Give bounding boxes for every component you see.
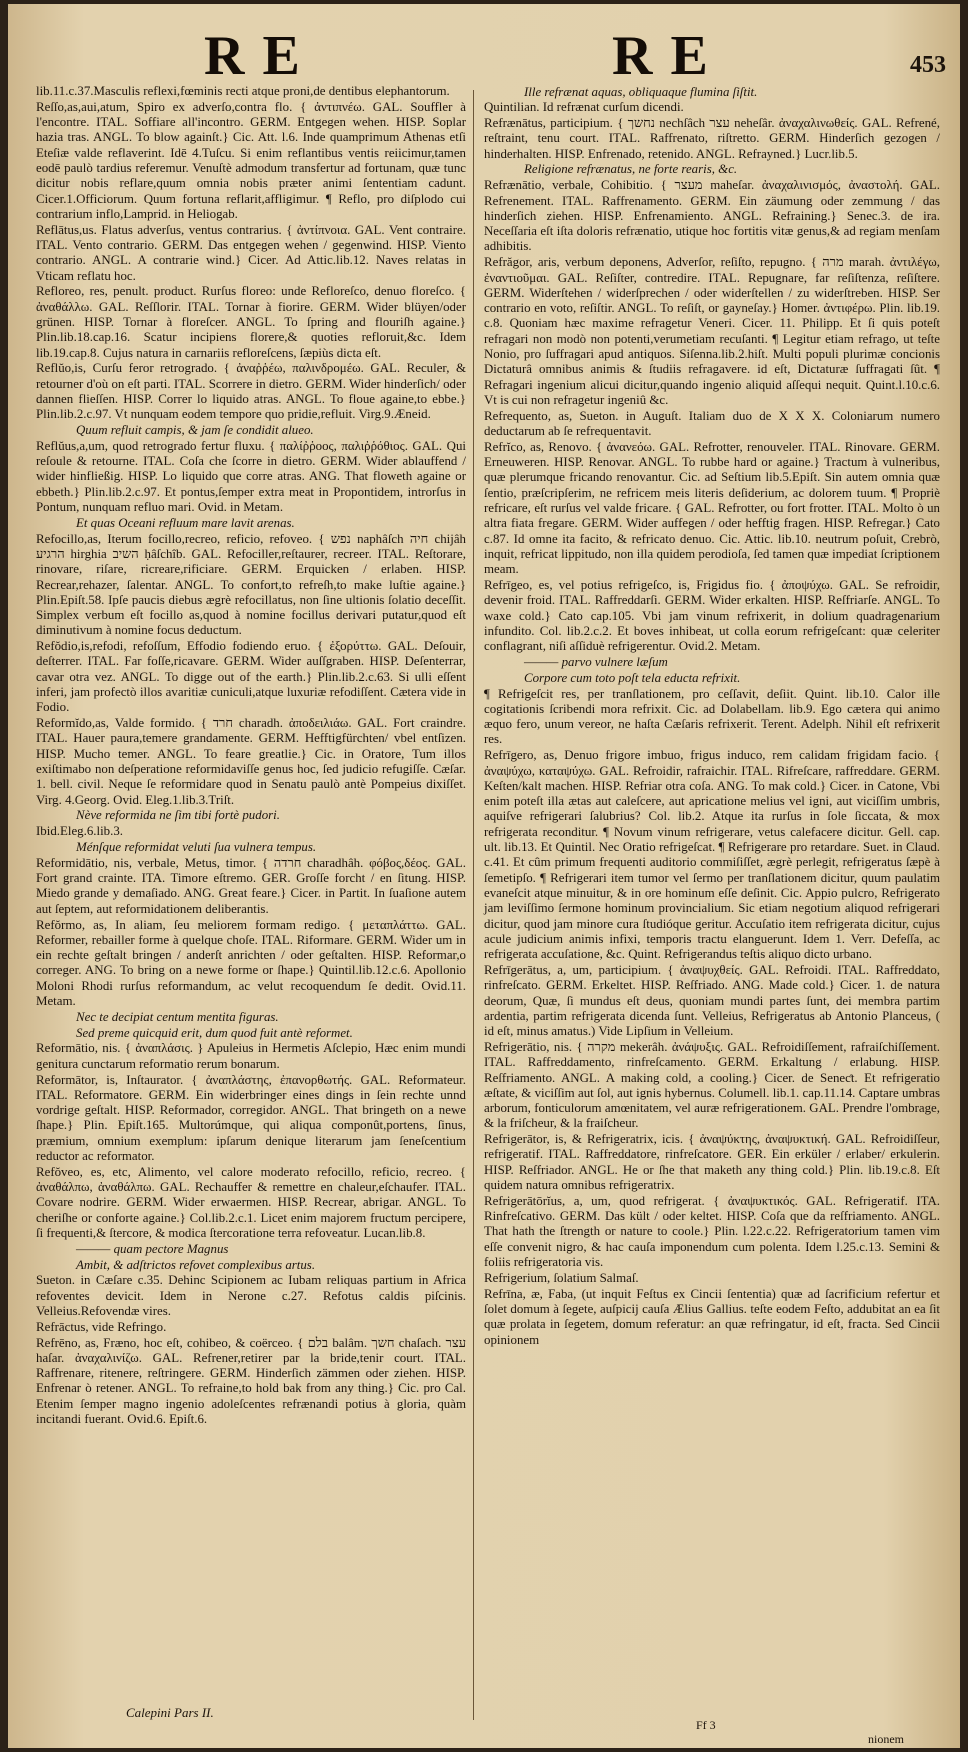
dictionary-entry: Refrænātus, participium. { נחשך nechſâch עצר neheſâr. ἀναχαλινωθείς. GAL. Refrené, reſtraint, tenu court. ITAL. Raffrenato, riſtretto. GERM. Hinderſich gezogen / hinderhalten. HISP. Enfrenado, retenido. ANGL. Refrayned.} Lucr.lib.5. [484, 116, 941, 161]
dictionary-entry: Ibid.Eleg.6.lib.3. [36, 824, 123, 839]
column-divider [473, 90, 474, 1720]
dictionary-entry: Refrīna, æ, Faba, (ut inquit Feſtus ex Cincii ſententia) quæ ad ſacrificium refertur et ſolet domum à ſegete, auſpicij cauſa Ælius Gallius. teſte eodem Feſto, addubitat an ea ſit quæ prolata in ſegetem, domum referatur: an quæ refringatur, id eſt, fracta. Sed Cincii opinionem [484, 1286, 940, 1347]
signature-line: Calepini Pars II. [126, 1705, 214, 1720]
dictionary-entry: Reformātio, nis. { ἀναπλάσις. } Apuleius in Hermetis Aſclepio, Hæc enim mundi genitura cunctarum reformatio rerum bonarum. [36, 1041, 466, 1071]
dictionary-entry: Reformātor, is, Inſtaurator. { ἀναπλάστης, ἐπανορθωτής. GAL. Reformateur. ITAL. Reformatore. GERM. Ein widerbringer eines dings in ſein rechte unnd vordrige geſtalt. HISP. Reformador, corregidor. ANGL. That bringeth on a newe ſhape.} Plin. Epiſt.165. Multorúmque, qui aliqua componût,portens, ſinus, præmium, omnium exemplum: ipſarum denique literarum jam ſeneſcentium reductor ac reformator. [36, 1072, 466, 1163]
dictionary-entry: Refrīgero, as, Denuo frigore imbuo, frigus induco, rem calidam frigidam facio. { ἀναψύχω, καταψύχω. GAL. Refroidir, rafraichir. ITAL. Rifreſcare, raffreddare. GERM. Keſten/kalt machen. HISP. Refriar otra coſa. ANG. To mak cold.} Cicer. in Catone, Vbi enim poteſt illa ætas aut caleſcere, aut apricatione melius vel igni, aut viciſſim umbris, aquiſve refrigerari ſalubrius? Col. lib.2. Atque ita rurſus in ſole ſiccata, & mox refrigerata reconditur. ¶ Novum vinum refrigerare, vetus calefacere dicitur. Gell. cap. ult. lib.13. Et Quintil. Nec Oratio refrigeſcat. ¶ Refrigerare pro retardare. Suet. in Claud. c.41. Et cûm primum frequenti auditorio commiſiſſet, ægrè perlegit, refrigeratus ſæpè à ſemetipſo. ¶ Refrigerari item tumor vel ſermo per tranſlationem dicitur, quum paulatim evaneſcit atque minuitur, & in ore hominum eſſe deſinit. Cic. Appio pulcro, Refrigerato jam leviſſimo ſermone hominum provincialium. Sic etiam negotium aliquod refrigerari dicitur, quod jam minore cura ſtudióque geritur. Accuſatio item refrigerata dicitur, cujus acule judicium animis infixi, temporis tractu elanguerunt. Idem 1. Verr. Defeſſa, ac refrigerata accuſatione, &c. Quint. Refrigerandus teſtis aliquo dicto urbano. [484, 748, 940, 962]
dictionary-entry: Refŏveo, es, etc, Alimento, vel calore moderato refocillo, reficio, recreo. { ἀναθάλπω, ἀναθάλπω. GAL. Rechauffer & remettre en chaleur,eſchaufer. ITAL. Covare nodrire. GERM. Wider erwaermen. HISP. Recrear, abrigar. ANGL. To cheriſhe or conforte againe.} Col.lib.2.c.1. Licet enim majorem fructum percipere, ſi frequenti,& ſtercore, & modica ſtercoratione terra refoveatur. Lucan.lib.8. [36, 1164, 466, 1240]
dictionary-entry: Reflŭo,is, Curſu feror retrogrado. { ἀναῤῥέω, παλινδρομέω. GAL. Reculer, & retourner d'où on eſt parti. ITAL. Scorrere in dietro. GERM. Wider hinderſich/ oder dannen flieſſen. HISP. Correr lo liquido atras. ANGL. To floue againe,to ebbe.} Plin.lib.2.c.97. Vt nunquam eodem tempore quo pridie,refluit. Virg.9.Æneid. [36, 361, 466, 422]
verse-quotation: ——— parvo vulnere læſum [524, 654, 668, 669]
dictionary-entry: Refrigerātio, nis. { מקרה mekerâh. ἀνάψυξις. GAL. Refroidiſſement, rafraiſchiſſement. ITAL. Raffreddamento, rinfreſcamento. GERM. Erkaltung / erlabung. HISP. Reſfriamento. ANGL. A making cold, a cooling.} Cicer. de Seneƈt. Et refrigeratio æſtate, & viciſſim aut ſol, aut ignis hybernus. Columell. lib.1. cap.11.14. Captare umbras arborum, fonticulorum amœnitatem, vel auræ refrigerationem. GAL. Prendre l'ombrage, & la friſcheur, & la fraiſcheur. [484, 1039, 940, 1131]
dictionary-entry: Refŏdio,is,refodi, refoſſum, Effodio fodiendo eruo. { ἐξορύττω. GAL. Deſouir, deſterrer. ITAL. Far foſſe,ricavare. GERM. Wider auſſgraben. HISP. Deſenterrar, cavar otra vez. ANGL. To digge out of the earth.} Plin.lib.2.c.63. Si ulli eſſent inferi, jam profectò illos avaritiæ cuniculi,atque luxuriæ refodiſſent. Cætera vide in Fodio. [36, 639, 466, 715]
dictionary-entry: Refrāctus, vide Refringo. [36, 1319, 167, 1334]
right-column [484, 84, 940, 1348]
dictionary-entry: Refŏrmo, as, In aliam, ſeu meliorem formam redigo. { μεταπλάττω. GAL. Reformer, rebailler forme à quelque choſe. ITAL. Riformare. GERM. Wider um in ein rechte geſtalt bringen / anderſt anrichten / oder geſtalten. HISP. Reformar,o correger. ANG. To bring on a newe forme or ſhape.} Quintil.lib.12.c.6. Apollonio Moloni Rhodi rurſus reformandum, ac velut recoquendum ſe dedit. Ovid.11. Metam. [36, 917, 466, 1009]
dictionary-entry: Refrequento, as, Sueton. in Auguſt. Italiam duo de X X X. Coloniarum numero deductarum ab ſe refrequentavit. [484, 408, 940, 439]
left-column [36, 84, 466, 1428]
dictionary-entry: Reformidātio, nis, verbale, Metus, timor. { חרדה charadhâh. φόβος,δέος. GAL. Fort grand crainte. ITA. Timore eſtremo. GER. Groſſe forcht / en ſitung. HISP. Miedo grande y demaſiado. ANG. Great feare.} Cicer. in Partit. In ſuaſione autem aut ſeptem, aut reformidationem deliberantis. [36, 855, 466, 916]
verse-quotation: Ménſque reformidat veluti ſua vulnera tempus. [76, 840, 317, 855]
dictionary-entry: lib.11.c.37.Masculis reflexi,fœminis recti atque proni,de dentibus elephantorum. [36, 84, 450, 98]
dictionary-entry: Reflŭus,a,um, quod retrogrado fertur fluxu. { παλίῤῥοος, παλιῤῥόθιος. GAL. Qui reſoule & retourne. ITAL. Coſa che ſcorre in dietro. GERM. Wider ablauffend / wider hinfließig. HISP. Lo liquido que corre atras. ANG. That floweth againe or ebbeth.} Plin.lib.2.c.97. Et pontus,ſemper extra meat in Propontidem, introrſus in Pontum, nunquam refluo mari. Ovid. in Metam. [36, 438, 466, 515]
running-head-right: RE [612, 25, 726, 87]
signature-mark: Ff 3 [696, 1718, 716, 1732]
dictionary-entry: Reflātus,us. Flatus adverſus, ventus contrarius. { ἀντίπνοια. GAL. Vent contraire. ITAL. Vento contrario. GERM. Das entgegen wehen / gegenwind. HISP. Viento contrario. ANGL. A contrarie wind.} Cicer. Ad Attic.lib.12. Naves relatas in Vticam reflatu hoc. [36, 222, 466, 283]
verse-quotation: Nec te decipiat centum mentita figuras. [76, 1009, 279, 1024]
dictionary-entry: Refrigerium, ſolatium Salmaſ. [484, 1270, 639, 1285]
dictionary-entry: Refloreo, res, penult. product. Rurſus floreo: unde Refloreſco, denuo floreſco. { ἀναθάλλω. GAL. Reſſlorir. ITAL. Tornar à fiorire. GERM. Wider blüyen/oder grünen. HISP. Tornar à floreſcer. ANGL. To ſpring and flouriſh againe.} Plin.lib.18.cap.16. Scatur incipiens florere,& quoties refloruit,&c. Idem lib.19.cap.8. Cujus natura in carnariis refloreſcens, ſæpiùs dicta eſt. [36, 284, 466, 360]
dictionary-entry: Refrænātio, verbale, Cohibitio. { מעצר maheſar. ἀναχαλινισμός, ἀναστολή. GAL. Refrenement. ITAL. Raffrenamento. GERM. Ein zäumung oder zemmung / das hinderſich ziehen. HISP. Enfrenamiento. ANGL. Refraining.} Senec.3. de ira. Neceſſaria eſt iſta doloris refrænatio, utique hoc fortitis vitæ genus,& ad regiam menſam adhibitis. [484, 178, 940, 254]
dictionary-entry: Reſſo,as,aui,atum, Spiro ex adverſo,contra flo. { ἀντιπνέω. GAL. Souffler à l'encontre. ITAL. Soffiare all'incontro. GERM. Entgegen wehen. HISP. Soplar hazia tras. ANGL. To blow againſt.} Cic. Att. l.6. Inde quamprimum Athenas etſi Eteſiæ valde reflaverint. Idē 4.Tuſcu. Si enim reflantibus ventis reiicimur,tamen eodē paulò tardius referemur. Venuſtè admodum transfertur ad fortunam, quæ tunc dicitur nobis reflare,quum omnia nobis præter animi ſententiam cadunt. Cicer.1.Officiorum. Quum fortuna reflarit,affligimur. ¶ Reflo, pro diſplodo cui contrarium inflo,Lamprid. in Heliogab. [36, 99, 466, 221]
verse-quotation: Ambit, & adſtrictos refovet complexibus artus. [76, 1257, 316, 1272]
dictionary-entry: Refrīgeo, es, vel potius refrigeſco, is, Frigidus fio. { ἀποψύχω. GAL. Se refroidir, devenir froid. ITAL. Raffreddarſi. GERM. Wider erkalten. HISP. Reſfriarſe. ANGL. To waxe cold.} Cato cap.105. Vbi jam vinum refrixerit, in dolium quadragenarium infundito. Col. lib.2.c.2. Et boves inhibeat, ut colla eorum refrigeſcant: quæ celeriter conflagrant, niſi aſſiduè refrigerentur. Ovid.2. Metam. [484, 578, 940, 654]
catchword: nionem [868, 1732, 904, 1746]
dictionary-entry: Refocillo,as, Iterum focillo,recreo, reficio, refoveo. { נפש naphâſch חיה chijâh הרגיע hirghia השיב ḥâſchîb. GAL. Refociller,reſtaurer, recreer. ITAL. Reſtorare, rinovare, riſare, ricreare,rificiare. GERM. Erquicken / erlaben. HISP. Recrear,rehazer, ſalentar. ANGL. To confort,to refreſh,to make luſtie againe.} Plin.Epiſt.58. Ipſe paucis diebus ægrè refocillatus, non ſine ultionis ſolatio deceſſit. Simplex verbum eſt focillo as,quod à nomine focillus derivari putatur,quod eſt diminutivum à nomine focus deductum. [36, 531, 466, 638]
verse-quotation: Ille refrænat aquas, obliquaque flumina ſiſtit. [524, 84, 758, 99]
dictionary-entry: Refrigerātor, is, & Refrigeratrix, icis. { ἀναψύκτης, ἀναψυκτική. GAL. Refroidiſſeur, refrigeratif. ITAL. Raffreddatore, rinfreſcatore. GER. Ein erküler / erlaber/ erkulerin. HISP. Reſfriador. ANGL. He or ſhe that maketh any thing cold.} Plin. lib.19.c.8. Eſt quidem natura omnibus refrigeratrix. [484, 1132, 940, 1193]
dictionary-entry: Refrīgerātus, a, um, participium. { ἀναψυχθείς. GAL. Refroidi. ITAL. Raffreddato, rinfreſcato. GERM. Erkeltet. HISP. Reſfriado. ANG. Made cold.} Cicer. 1. de natura deorum, Quæ, ſi mundus eſt deus, quoniam mundi partes ſunt, dei membra partim ardentia, partim refrigerata dicenda ſunt. Velleius, Refrigeratus ab Antonio Planceus, ( id eſt, minus amatus.) Vide Lipſium in Velleium. [484, 962, 940, 1039]
book-page [8, 4, 960, 1748]
dictionary-entry: ¶ Refrigeſcit res, per tranſlationem, pro ceſſavit, deſiit. Quint. lib.10. Calor ille cogitationis ſcribendi mora refrixit. Cic. ad Dolabellam. lib.9. Ego cætera qui animo æquo fero, unum vereor, ne haſta Cæſaris refrixerit. Terent. Adelph. Nihil eſt refrixerit res. [484, 686, 940, 747]
page-number: 453 [910, 52, 946, 78]
verse-quotation: Quum refluit campis, & jam ſe condidit alueo. [76, 423, 314, 438]
verse-quotation: Sed preme quicquid erit, dum quod fuit antè reformet. [76, 1025, 353, 1040]
verse-quotation: ——— quam pectore Magnus [76, 1241, 229, 1256]
verse-quotation: Religione refrænatus, ne forte rearis, &c. [524, 162, 738, 177]
verse-quotation: Corpore cum toto poſt tela educta refrixit. [524, 670, 741, 685]
verse-quotation: Nève reformida ne ſim tibi fortè pudori. [76, 808, 280, 823]
dictionary-entry: Reformĭdo,as, Valde formido. { חרד charadh. ἀποδειλιάω. GAL. Fort craindre. ITAL. Hauer paura,temere grandamente. GERM. Hefftigfürchten/ vbel entſizen. HISP. Mucho temer. ANGL. To feare greatlie.} Cic. in Oratore, Tum illos exiſtimabo non deſperatione reformidaviſſe genus hoc, ſed judicio refugiſſe. Cæſar. 1. bell. civil. Neque ſe reformidare quod in Senatu paulò antè Pompeius dixiſſet. Virg. 4.Georg. Ovid. Eleg.1.lib.3.Triſt. [36, 716, 466, 807]
dictionary-entry: Quintilian. Id refrænat curſum dicendi. [484, 100, 684, 115]
dictionary-entry: Refrigerātōrĭus, a, um, quod refrigerat. { ἀναψυκτικός. GAL. Refrigeratif. ITA. Rinfreſcativo. GERM. Das kült / oder keltet. HISP. Coſa que da reſfriamento. ANGL. That hath the ſtrength or nature to coole.} Plin. l.22.c.22. Refrigeratorium tamen vim eſſe convenit nigro, & hac cauſa imponendum cum polenta. Idem l.25.c.13. Semini & foliis refrigeratoria vis. [484, 1193, 940, 1270]
dictionary-entry: Refrăgor, aris, verbum deponens, Adverſor, reſiſto, repugno. { מרה marah. ἀντιλέγω, ἐναντιοῦμαι. GAL. Reſiſter, contredire. ITAL. Repugnare, far reſiſtenza, reſiſtere. GERM. Widerſtehen / widerſprechen / oder widerſtellen / zu widerſtreben. HISP. Ser contrario en voto, reſiſtir. ANGL. To reſiſt, or gayneſay.} Homer. ἀντιφέρω. Plin. lib.19. c.8. Quoniam hæc maxime refragetur Veneri. Cicer. 11. Philipp. Et ſi quis poteſt refragari non modò non potenti,verumetiam recuſanti. ¶ Legitur etiam refrago, ut teſte Nonio, pro ſuffragari apud antiquos. Siſenna.lib.2.hiſt. Multi populi plurimæ concionis Dictaturâ omnibus animis & ſtudiis refragavere. id eſt, Dictaturæ ſuffragati ſût. ¶ Refragari ingenium alicui dicitur,quando ingenio aliquid aſſequi nequit. Quint.l.10.c.6. Vt is cui non refragetur ingeniû &c. [484, 255, 940, 407]
running-head-left: RE [204, 25, 318, 87]
dictionary-entry: Refrĭco, as, Renovo. { ἀνανεόω. GAL. Refrotter, renouveler. ITAL. Rinovare. GERM. Erneuweren. HISP. Renovar. ANGL. To rubbe hard or againe.} Tractum à vulneribus, quæ plerumque fricando renovantur. Cic. ad Seſtium lib.5.Epiſt. Sin autem omnia quæ ſentio, præſcripſerim, ne refricem meis literis deſiderium, ac dolorem tuum. ¶ Propriè refricare, eſt rurſus vel valde fricare. { GAL. Refrotter, ou fort frotter. ITAL. Molto ò un altra fiata fregare. GERM. Wider auffegen / oder hefftig fragen. HISP. Refregar.} Cato c.87. Id omne ita facito, & refricato denuo. Cic. Attic. lib.10. neutrum poſuit, Crebrò, inquit, refricat lippitudo, non illa quidem perodioſa, ſed tamen quæ impediat ſcriptionem meam. [484, 439, 940, 577]
verse-quotation: Et quas Oceani refluum mare lavit arenas. [76, 515, 295, 530]
dictionary-entry: Sueton. in Cæſare c.35. Dehinc Scipionem ac Iubam reliquas partium in Africa refoventes devicit. Idem in Nerone c.27. Refotus caldis piſcinis. Velleius.Refovendæ vires. [36, 1273, 466, 1318]
dictionary-entry: Refrēno, as, Fræno, hoc eſt, cohibeo, & coërceo. { בלם balâm. חשך chaſach. עצר haſar. ἀναχαλινίζω. GAL. Refrener,retirer par la bride,tenir court. ITAL. Raffrenare, ritenere, reſtringere. GERM. Hinderſich zämmen oder ziehen. HISP. Enfrenar ò retener. ANGL. To refraine,to hold bak from any thing.} Cic. pro Cal. Etenim ſemper magno ingenio adoleſcentes refrænandi potius à gloria, quàm incitandi fuerant. Ovid.6. Epiſt.6. [36, 1335, 467, 1427]
